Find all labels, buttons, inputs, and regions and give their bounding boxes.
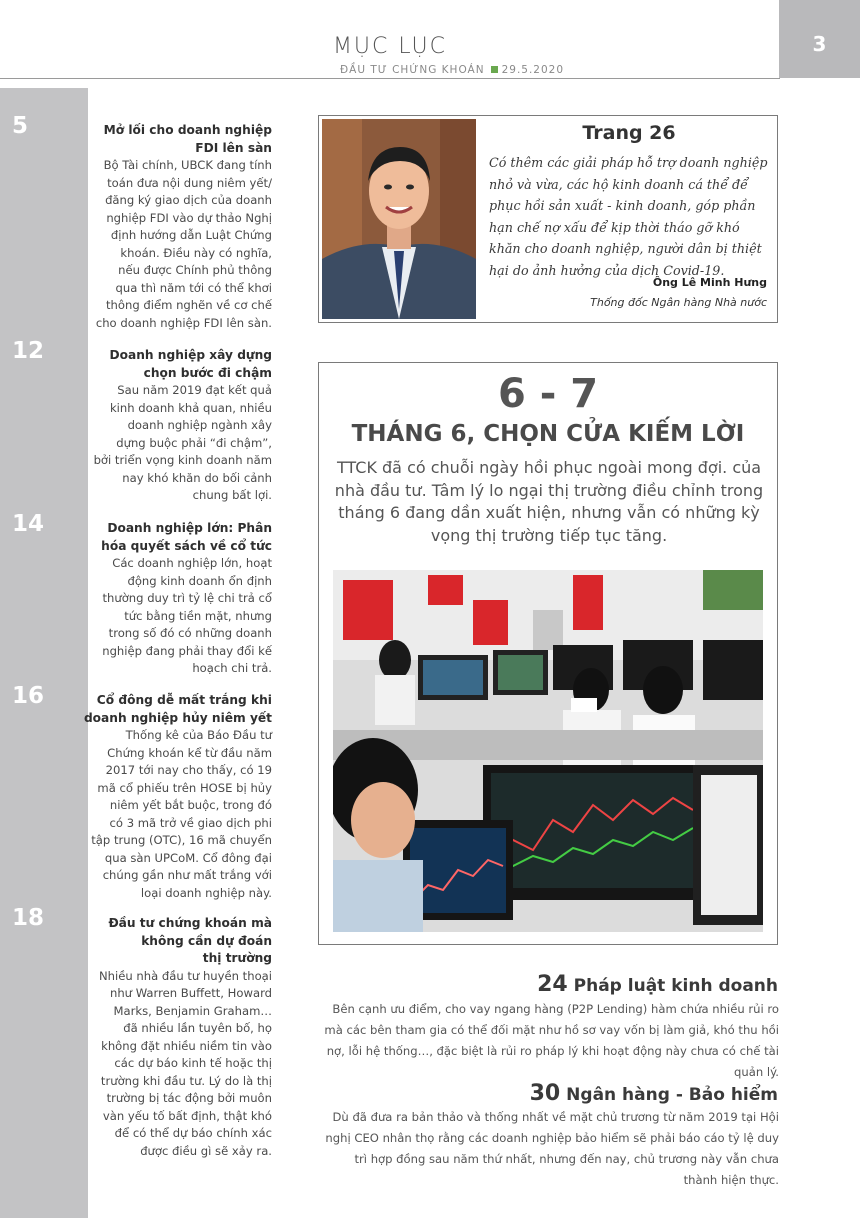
publication-line	[340, 64, 564, 76]
section-heading[interactable]	[537, 972, 778, 997]
separator-square-icon	[491, 66, 498, 73]
publication-name: ĐẦU TƯ CHỨNG KHOÁN	[340, 64, 485, 76]
portrait-photo	[322, 119, 476, 319]
toc-summary: Sau năm 2019 đạt kết quả kinh doanh khả quan, nhiều doanh nghiệp ngành xây dựng buộc phải “đi chậm”, bởi triển vọng kinh doanh năm nay khó khăn do bối cảnh chung bất lợi.	[93, 383, 272, 502]
section-page-number: 24	[537, 972, 568, 997]
toc-summary: Thống kê của Báo Đầu tư Chứng khoán kể từ đầu năm 2017 tới nay cho thấy, có 19 mã cổ phiếu trên HOSE bị hủy niêm yết bắt buộc, trong đó có 3 mã trở về giao dịch phi tập trung (OTC), 16 mã chuyển qua sàn UPCoM. Cổ đông đại chúng gần như mất trắng với loại doanh nghiệp này.	[91, 728, 272, 900]
header-rule	[0, 78, 780, 79]
toc-headline: Đầu tư chứng khoán mà không cần dự đoán thị trường	[108, 916, 272, 965]
toc-page-number: 18	[12, 905, 45, 931]
toc-summary: Các doanh nghiệp lớn, hoạt động kinh doanh ổn định thường duy trì tỷ lệ chi trả cổ tức bằng tiền mặt, nhưng trong số đó có những doanh nghiệp đang phải thay đổi kế hoạch chi trả.	[102, 556, 272, 675]
section-page-number: 30	[529, 1081, 561, 1106]
feature-box[interactable]	[318, 362, 778, 945]
toc-page-number: 14	[12, 511, 45, 537]
toc-headline: Cổ đông dễ mất trắng khi doanh nghiệp hủy niêm yết	[83, 693, 272, 725]
section-summary: Bên cạnh ưu điểm, cho vay ngang hàng (P2P Lending) hàm chứa nhiều rủi ro mà các bên tham gia có thể đối mặt như hồ sơ vay vốn bị làm giả, khó thu hồi nợ, lỗi hệ thống…, đặc biệt là rủi ro pháp lý khi hoạt động này chưa có chế tài quản lý.	[324, 1002, 779, 1079]
toc-page-number: 12	[12, 338, 45, 364]
toc-summary: Nhiều nhà đầu tư huyền thoại như Warren Buffett, Howard Marks, Benjamin Graham… đã nhiều lần tuyên bố, họ không đặt nhiều niềm tin vào các dự báo kinh tế hoặc thị trường khi đầu tư. Lý do là thị trường bị tác động bởi muôn vàn yếu tố bất định, thật khó để có thể dự báo chính xác được điều gì sẽ xảy ra.	[98, 968, 272, 1158]
section-title: Ngân hàng - Bảo hiểm	[566, 1085, 778, 1105]
quote-text: Có thêm các giải pháp hỗ trợ doanh nghiệp nhỏ và vừa, các hộ kinh doanh cá thể để phục hồi sản xuất - kinh doanh, góp phần hạn chế nợ xấu để kịp thời tháo gỡ khó khăn cho doanh nghiệp, người dân bị thiệt hại do ảnh hưởng của dịch Covid-19.	[489, 155, 768, 278]
quote-page-ref: Trang 26	[582, 122, 676, 144]
quote-box[interactable]	[318, 115, 778, 323]
trading-room-photo	[333, 570, 763, 932]
quote-speaker-role: Thống đốc Ngân hàng Nhà nước	[590, 296, 767, 309]
toc-headline: Mở lối cho doanh nghiệp FDI lên sàn	[103, 123, 272, 155]
toc-headline: Doanh nghiệp xây dựng chọn bước đi chậm	[109, 348, 272, 380]
section-summary: Dù đã đưa ra bản thảo và thống nhất về mặt chủ trương từ năm 2019 tại Hội nghị CEO nhân thọ rằng các doanh nghiệp bảo hiểm sẽ phải báo cáo tỷ lệ duy trì hợp đồng sau năm thứ nhất, nhưng đến nay, chủ trương này vẫn chưa thành hiện thực.	[325, 1110, 779, 1187]
toc-page-number: 5	[12, 113, 29, 139]
feature-page-range: 6 - 7	[497, 371, 599, 417]
section-title: Pháp luật kinh doanh	[573, 976, 778, 996]
feature-lead: TTCK đã có chuỗi ngày hồi phục ngoài mong đợi. của nhà đầu tư. Tâm lý lo ngại thị trường điều chỉnh trong tháng 6 đang dần xuất hiện, nhưng vẫn có những kỳ vọng thị trường tiếp tục tăng.	[334, 458, 764, 545]
toc-headline: Doanh nghiệp lớn: Phân hóa quyết sách về cổ tức	[101, 521, 272, 553]
issue-date: 29.5.2020	[501, 64, 565, 76]
toc-page-number: 16	[12, 683, 45, 709]
section-heading[interactable]	[530, 1081, 778, 1106]
quote-speaker: Ông Lê Minh Hưng	[652, 276, 767, 289]
feature-title: THÁNG 6, CHỌN CỬA KIẾM LỜI	[351, 421, 745, 447]
page-number: 3	[779, 0, 860, 78]
toc-summary: Bộ Tài chính, UBCK đang tính toán đưa nội dung niêm yết/ đăng ký giao dịch của doanh nghiệp FDI vào dự thảo Nghị định hướng dẫn Luật Chứng khoán. Điều này có nghĩa, nếu được Chính phủ thông qua thì năm tới có thể khơi thông điểm nghẽn về cơ chế cho doanh nghiệp FDI lên sàn.	[95, 158, 272, 330]
section-title: MỤC LỤC	[332, 34, 448, 59]
